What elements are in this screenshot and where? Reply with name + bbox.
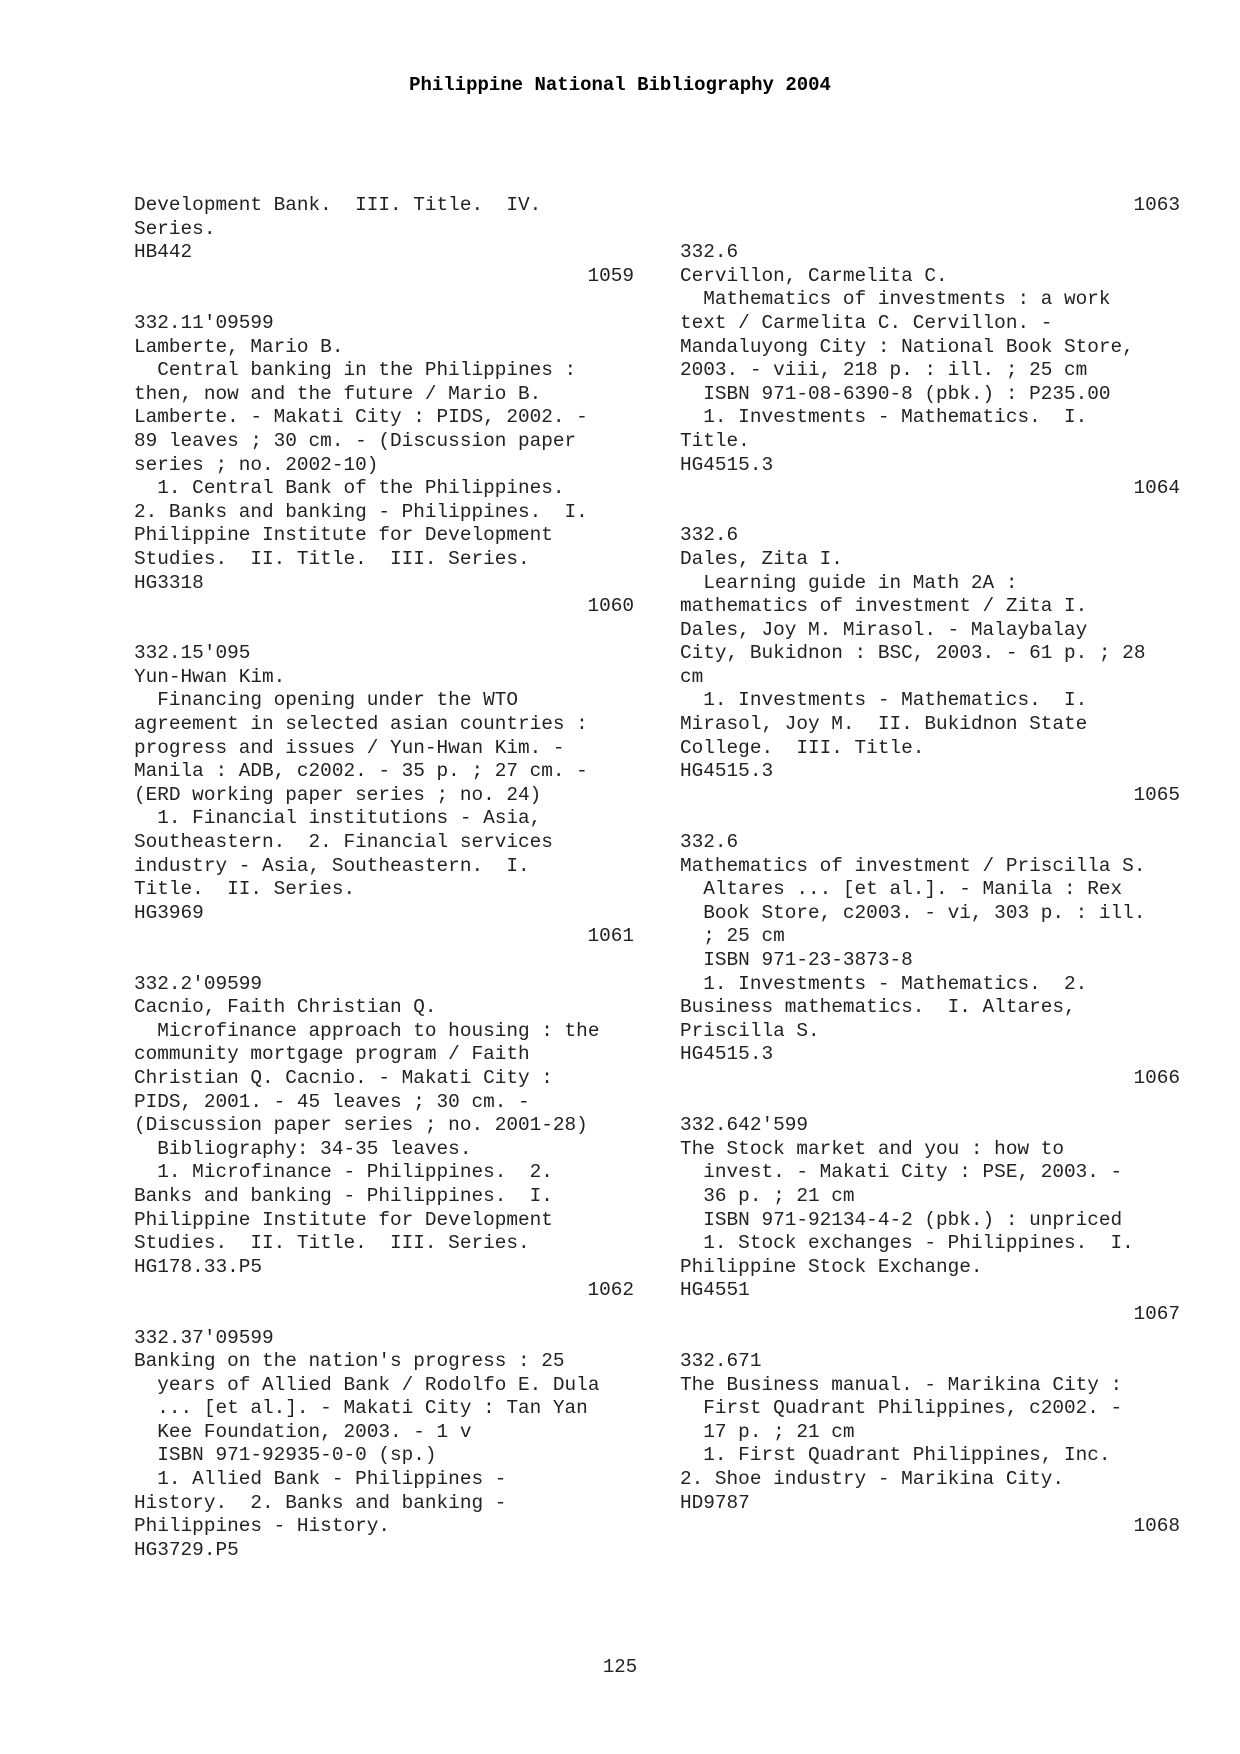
entry-line: Yun-Hwan Kim. <box>134 665 286 688</box>
entry-line: Cervillon, Carmelita C. <box>680 264 948 287</box>
entry-line: HG4515.3 <box>680 760 774 783</box>
entry-line: agreement in selected asian countries : <box>134 713 588 736</box>
entry-line: HG3318 <box>134 571 204 594</box>
entry-line: 1. First Quadrant Philippines, Inc. <box>680 1444 1111 1467</box>
entry-line: invest. - Makati City : PSE, 2003. - <box>680 1161 1123 1184</box>
entry-line: progress and issues / Yun-Hwan Kim. - <box>134 736 565 759</box>
entry-line <box>134 1303 634 1327</box>
entry-line <box>680 501 1180 525</box>
entry-line: then, now and the future / Mario B. <box>134 382 542 405</box>
entry-line: Financing opening under the WTO <box>134 689 518 712</box>
entry-number: 1064 <box>1133 477 1180 500</box>
entry-line: Bibliography: 34-35 leaves. <box>134 1137 472 1160</box>
entry-line: Banking on the nation's progress : 25 <box>134 1350 565 1373</box>
entry-line: 1. Central Bank of the Philippines. <box>134 477 565 500</box>
entry-line: 332.6 <box>680 524 739 547</box>
entry-number: 1067 <box>1133 1302 1180 1325</box>
entry-line: 1. Financial institutions - Asia, <box>134 807 542 830</box>
entry-line: The Stock market and you : how to <box>680 1137 1064 1160</box>
entry-line: 1. Microfinance - Philippines. 2. <box>134 1161 553 1184</box>
entry-line: 17 p. ; 21 cm <box>680 1420 855 1443</box>
page-title: Philippine National Bibliography 2004 <box>409 74 831 96</box>
entry-line: Philippines - History. <box>134 1515 390 1538</box>
entry-line: Priscilla S. <box>680 1019 820 1042</box>
entry-line: Studies. II. Title. III. Series. <box>134 547 530 570</box>
entry-line: Microfinance approach to housing : the <box>134 1019 600 1042</box>
entry-line: Lamberte, Mario B. <box>134 335 344 358</box>
entry-line: mathematics of investment / Zita I. <box>680 595 1088 618</box>
entry-line: 1. Allied Bank - Philippines - <box>134 1468 507 1491</box>
entry-line: Mathematics of investments : a work <box>680 288 1111 311</box>
entry-line: Dales, Joy M. Mirasol. - Malaybalay <box>680 618 1088 641</box>
entry-number: 1061 <box>587 925 634 948</box>
entry-line <box>680 1327 1180 1351</box>
entry-line <box>680 1091 1180 1115</box>
entry-number: 1063 <box>1133 194 1180 216</box>
entry-line: PIDS, 2001. - 45 leaves ; 30 cm. - <box>134 1090 530 1113</box>
entry-line: 332.671 <box>680 1350 762 1373</box>
entry-line: ISBN 971-92935-0-0 (sp.) <box>134 1444 437 1467</box>
entry-line: ... [et al.]. - Makati City : Tan Yan <box>134 1397 588 1420</box>
entry-line: Banks and banking - Philippines. I. <box>134 1184 553 1207</box>
entry-line: 1. Investments - Mathematics. I. <box>680 406 1088 429</box>
page-number: 125 <box>602 1656 638 1678</box>
entry-line: The Business manual. - Marikina City : <box>680 1373 1123 1396</box>
entry-line: College. III. Title. <box>680 736 925 759</box>
entry-number: 1066 <box>1133 1066 1180 1089</box>
entry-line: First Quadrant Philippines, c2002. - <box>680 1397 1123 1420</box>
entry-line: HG3969 <box>134 901 204 924</box>
entry-line: Altares ... [et al.]. - Manila : Rex <box>680 878 1123 901</box>
entry-line: Development Bank. III. Title. IV. <box>134 194 542 216</box>
entry-line: 1. Investments - Mathematics. I. <box>680 689 1088 712</box>
entry-number: 1062 <box>587 1279 634 1302</box>
entry-number: 1060 <box>587 595 634 618</box>
entry-line: industry - Asia, Southeastern. I. <box>134 854 530 877</box>
entry-line <box>134 288 634 312</box>
entry-line: Mathematics of investment / Priscilla S. <box>680 854 1146 877</box>
entry-line: 2003. - viii, 218 p. : ill. ; 25 cm <box>680 359 1088 382</box>
entry-line: Cacnio, Faith Christian Q. <box>134 996 437 1019</box>
entry-line: 1. Investments - Mathematics. 2. <box>680 972 1088 995</box>
entry-line: HG3729.P5 <box>134 1538 239 1561</box>
entry-line: HG178.33.P5 <box>134 1255 262 1278</box>
entry-line: City, Bukidnon : BSC, 2003. - 61 p. ; 28 <box>680 642 1146 665</box>
entry-line: community mortgage program / Faith <box>134 1043 530 1066</box>
entry-line: 1. Stock exchanges - Philippines. I. <box>680 1232 1134 1255</box>
entry-line: HG4515.3 <box>680 1043 774 1066</box>
entry-number: 1065 <box>1133 783 1180 806</box>
entry-line: Central banking in the Philippines : <box>134 359 577 382</box>
entry-line: Series. <box>134 217 216 240</box>
entry-line: HB442 <box>134 241 193 264</box>
entry-line: Southeastern. 2. Financial services <box>134 831 553 854</box>
entry-line: Dales, Zita I. <box>680 547 843 570</box>
entry-line: 332.642'599 <box>680 1114 808 1137</box>
entry-number: 1059 <box>587 264 634 287</box>
entry-line: cm <box>680 665 704 688</box>
entry-line: ISBN 971-23-3873-8 <box>680 949 913 971</box>
entry-line <box>134 619 634 643</box>
entry-line <box>134 949 634 973</box>
entry-line: Christian Q. Cacnio. - Makati City : <box>134 1066 553 1089</box>
entry-line: Manila : ADB, c2002. - 35 p. ; 27 cm. - <box>134 760 588 783</box>
entry-line: 36 p. ; 21 cm <box>680 1184 855 1207</box>
entry-line: Philippine Institute for Development <box>134 524 553 547</box>
entry-line: (ERD working paper series ; no. 24) <box>134 783 542 806</box>
entry-line: HG4515.3 <box>680 453 774 476</box>
entry-line: 2. Banks and banking - Philippines. I. <box>134 500 588 523</box>
entry-line: Philippine Institute for Development <box>134 1208 553 1231</box>
entry-line: History. 2. Banks and banking - <box>134 1491 507 1514</box>
entry-line: Lamberte. - Makati City : PIDS, 2002. - <box>134 406 588 429</box>
entry-line: 89 leaves ; 30 cm. - (Discussion paper <box>134 429 577 452</box>
right-column <box>680 194 1180 1539</box>
entry-line: Title. <box>680 429 750 452</box>
entry-line: Kee Foundation, 2003. - 1 v <box>134 1420 472 1443</box>
entry-line: 2. Shoe industry - Marikina City. <box>680 1468 1064 1491</box>
entry-line: ISBN 971-08-6390-8 (pbk.) : P235.00 <box>680 382 1111 405</box>
left-column <box>134 194 634 1562</box>
entry-line: 332.6 <box>680 831 739 854</box>
entry-line: 332.2'09599 <box>134 972 262 995</box>
entry-line: Philippine Stock Exchange. <box>680 1255 983 1278</box>
entry-line: text / Carmelita C. Cervillon. - <box>680 311 1053 334</box>
entry-line: 332.15'095 <box>134 642 251 665</box>
entry-line: HD9787 <box>680 1491 750 1514</box>
entry-line: 332.11'09599 <box>134 311 274 334</box>
entry-line: Mandaluyong City : National Book Store, <box>680 335 1134 358</box>
entry-line: (Discussion paper series ; no. 2001-28) <box>134 1114 588 1137</box>
entry-line: Business mathematics. I. Altares, <box>680 996 1076 1019</box>
entry-line: 332.37'09599 <box>134 1326 274 1349</box>
entry-line: Book Store, c2003. - vi, 303 p. : ill. <box>680 901 1146 924</box>
entry-line: HG4551 <box>680 1279 750 1302</box>
entry-line: ISBN 971-92134-4-2 (pbk.) : unpriced <box>680 1208 1123 1231</box>
entry-line: years of Allied Bank / Rodolfo E. Dula <box>134 1373 600 1396</box>
entry-line: Learning guide in Math 2A : <box>680 571 1018 594</box>
entry-line: series ; no. 2002-10) <box>134 453 379 476</box>
entry-line: Studies. II. Title. III. Series. <box>134 1232 530 1255</box>
entry-line: 332.6 <box>680 241 739 264</box>
entry-line: Mirasol, Joy M. II. Bukidnon State <box>680 713 1088 736</box>
entry-line: ; 25 cm <box>680 925 785 948</box>
entry-line <box>680 218 1180 242</box>
entry-line <box>680 807 1180 831</box>
entry-line: Title. II. Series. <box>134 878 356 901</box>
entry-number: 1068 <box>1133 1515 1180 1538</box>
